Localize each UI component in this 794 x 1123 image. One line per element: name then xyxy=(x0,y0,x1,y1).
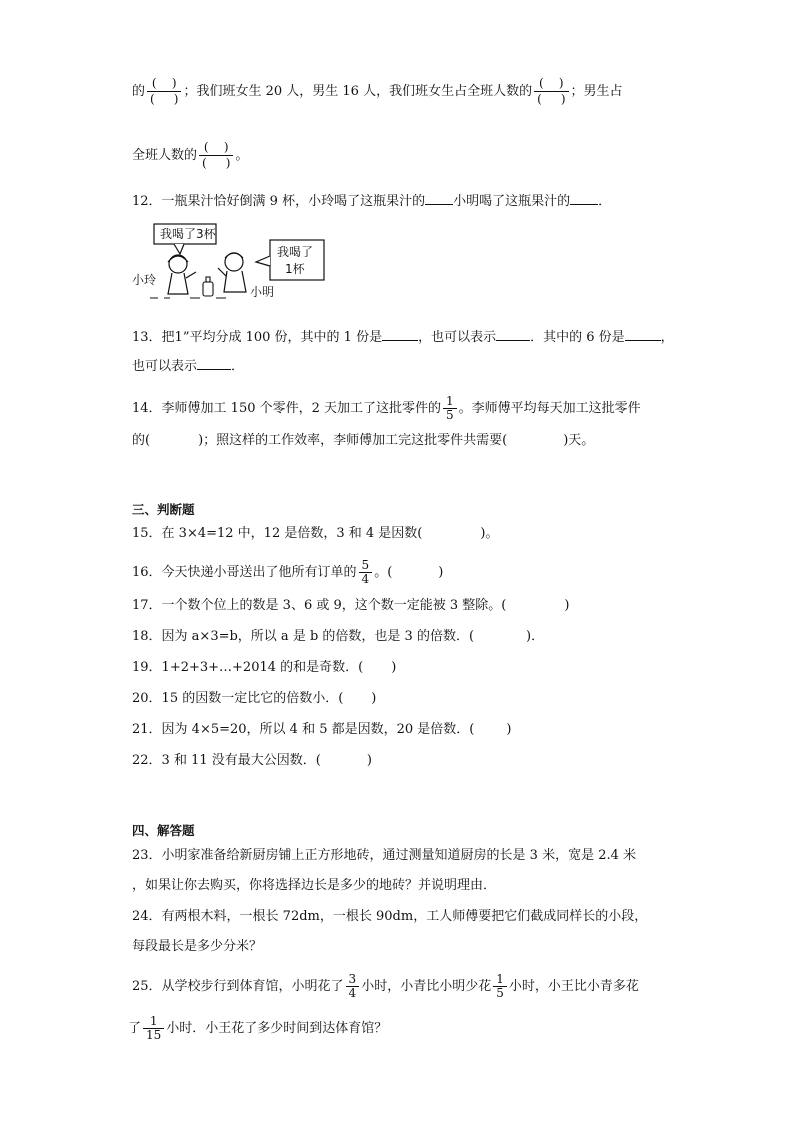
q16-end: ) xyxy=(438,565,444,580)
q19-end: ) xyxy=(391,660,397,675)
q14-line1 xyxy=(132,395,641,422)
fraction: $\frac{1}{15}$ xyxy=(143,1015,164,1042)
q25-text: 了 xyxy=(128,1021,142,1036)
q23-text: ，如果让你去购买，你将选择边长是多少的地砖？并说明理由． xyxy=(132,878,497,893)
q24-text: 每段最长是多少分米？ xyxy=(132,939,263,954)
q11-text: 。 xyxy=(235,148,249,163)
q24-text: 24．有两根木料，一根长 72dm，一根长 90dm，工人师傅要把它们截成同样长的小段， xyxy=(132,909,648,924)
fraction: $\frac{5}{4}$ xyxy=(359,559,373,586)
q11-line2 xyxy=(132,140,248,171)
q11-line1 xyxy=(132,76,623,107)
q25-text: 25．从学校步行到体育馆，小明花了 xyxy=(132,979,344,994)
q14-text: )天。 xyxy=(563,433,595,448)
q17-text: 17．一个数个位上的数是 3、6 或 9，这个数一定能被 3 整除。( xyxy=(132,598,507,613)
q22-text: 22．3 和 11 没有最大公因数．( xyxy=(132,753,321,768)
bubble-right-text-1: 我喝了 xyxy=(277,245,314,259)
q11-text: ；男生占 xyxy=(570,84,623,99)
q14-text: 。李师傅平均每天加工这批零件 xyxy=(458,401,641,416)
q25-text: 小时，小青比小明少花 xyxy=(361,979,492,994)
name-right: 小明 xyxy=(250,285,275,299)
fraction: $\frac{1}{5}$ xyxy=(493,973,507,1000)
q13-text: ．其中的 6 份是 xyxy=(530,330,625,345)
q16-text: 。( xyxy=(374,565,393,580)
q13-text: ． xyxy=(231,359,245,374)
fraction: $\frac{1}{5}$ xyxy=(443,395,457,422)
q13-text: 13．把1”平均分成 100 份，其中的 1 份是 xyxy=(132,330,383,345)
q25-line2 xyxy=(128,1015,387,1042)
q13-text: ，也可以表示 xyxy=(418,330,497,345)
bubble-left-text: 我喝了3杯 xyxy=(160,227,216,241)
q21-text: 21．因为 4×5=20，所以 4 和 5 都是因数，20 是倍数．( xyxy=(132,722,475,737)
fraction-blank: $\frac{( )}{( )}$ xyxy=(147,76,181,107)
q13-line2 xyxy=(132,357,244,377)
q20-text: 20．15 的因数一定比它的倍数小．( xyxy=(132,691,344,706)
q20 xyxy=(132,689,376,709)
q12-text: 12．一瓶果汁恰好倒满 9 杯，小玲喝了这瓶果汁的 xyxy=(132,194,426,209)
q12-text: 小明喝了这瓶果汁的 xyxy=(453,194,571,209)
q25-text: 小时．小王花了多少时间到达体育馆？ xyxy=(166,1021,388,1036)
q19-text: 19．1+2+3+…+2014 的和是奇数．( xyxy=(132,660,364,675)
q15-end: )。 xyxy=(480,526,499,541)
q15-text: 15．在 3×4=12 中，12 是倍数，3 和 4 是因数( xyxy=(132,526,423,541)
q18-end: )． xyxy=(526,629,545,644)
q12-line xyxy=(132,192,611,212)
q17 xyxy=(132,596,569,616)
cartoon-illustration xyxy=(130,222,330,306)
q24-line1 xyxy=(132,907,647,927)
q21-end: ) xyxy=(506,722,512,737)
q14-text: )；照这样的工作效率，李师傅加工完这批零件共需要( xyxy=(198,433,508,448)
q23-line2 xyxy=(132,876,496,896)
q20-end: ) xyxy=(371,691,377,706)
q15 xyxy=(132,524,498,544)
q21 xyxy=(132,720,511,740)
q23-line1 xyxy=(132,846,636,866)
section-title: 四、解答题 xyxy=(132,823,195,838)
name-left: 小玲 xyxy=(132,273,157,287)
q25-text: 小时，小王比小青多花 xyxy=(508,979,639,994)
answer-blank xyxy=(382,340,418,341)
fraction: $\frac{3}{4}$ xyxy=(346,973,360,1000)
q14-text: 14．李师傅加工 150 个零件，2 天加工了这批零件的 xyxy=(132,401,442,416)
answer-blank xyxy=(625,340,661,341)
q16 xyxy=(132,559,443,586)
fraction-blank: $\frac{( )}{( )}$ xyxy=(534,76,568,107)
q22 xyxy=(132,751,372,771)
q25-line1 xyxy=(132,973,639,1000)
q22-end: ) xyxy=(366,753,372,768)
q14-text: 的( xyxy=(132,433,151,448)
q14-line2 xyxy=(132,431,594,451)
q11-text: 全班人数的 xyxy=(132,148,198,163)
q24-line2 xyxy=(132,937,262,957)
fraction-blank: $\frac{( )}{( )}$ xyxy=(199,140,233,171)
answer-blank xyxy=(570,204,598,205)
q16-text: 16．今天快递小哥送出了他所有订单的 xyxy=(132,565,357,580)
section-title: 三、判断题 xyxy=(132,502,195,517)
q11-text: ；我们班女生 20 人，男生 16 人，我们班女生占全班人数的 xyxy=(183,84,533,99)
q11-text: 的 xyxy=(132,84,146,99)
q17-end: ) xyxy=(564,598,570,613)
q13-text: ， xyxy=(660,330,674,345)
bubble-right-text-2: 1杯 xyxy=(285,262,305,276)
q18 xyxy=(132,627,544,647)
q18-text: 18．因为 a×3=b，所以 a 是 b 的倍数，也是 3 的倍数．( xyxy=(132,629,475,644)
answer-blank xyxy=(425,204,453,205)
q13-text: 也可以表示 xyxy=(132,359,198,374)
q23-text: 23．小明家准备给新厨房铺上正方形地砖，通过测量知道厨房的长是 3 米，宽是 2.4 米 xyxy=(132,848,637,863)
answer-blank xyxy=(496,340,530,341)
q12-text: ． xyxy=(598,194,612,209)
q19 xyxy=(132,658,396,678)
answer-blank xyxy=(197,369,231,370)
q13-line1 xyxy=(132,328,674,348)
